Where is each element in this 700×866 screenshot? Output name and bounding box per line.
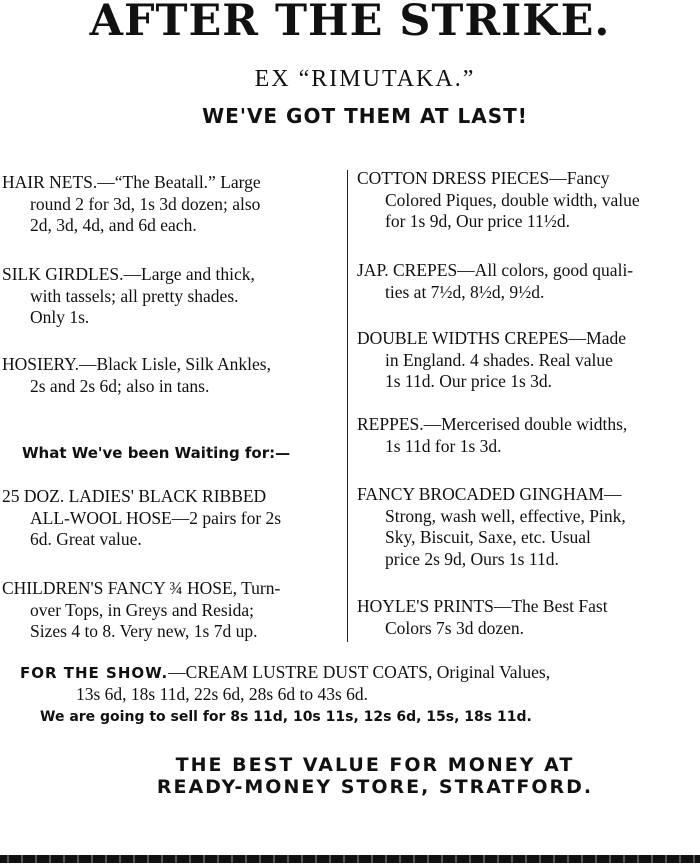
ad-item-hosiery	[2, 354, 340, 397]
item-line: Colors 7s 3d dozen.	[385, 617, 525, 638]
ship-line: EX “RIMUTAKA.”	[254, 66, 476, 92]
ad-item-hair-nets	[2, 172, 340, 237]
ad-item-silk-girdles	[2, 264, 340, 329]
item-line: in England. 4 shades. Real value	[385, 349, 613, 370]
ad-item-childrens-hose	[2, 578, 340, 643]
item-line: for 1s 9d, Our price 11½d.	[385, 211, 571, 231]
bottom-rule	[0, 855, 700, 863]
item-line: 25 DOZ. LADIES' BLACK RIBBED	[2, 486, 267, 506]
footer-line-2: READY-MONEY STORE, STRATFORD.	[156, 776, 594, 798]
item-line: HAIR NETS.—“The Beatall.” Large	[2, 172, 261, 192]
item-line: Sky, Biscuit, Saxe, etc. Usual	[385, 527, 591, 547]
item-line: SILK GIRDLES.—Large and thick,	[2, 264, 255, 284]
item-line: Only 1s.	[30, 307, 90, 327]
footer-line-1: THE BEST VALUE FOR MONEY AT	[175, 754, 575, 776]
ad-item-hoyles-prints	[357, 596, 700, 639]
item-line: JAP. CREPES—All colors, good quali-	[357, 260, 634, 280]
column-divider	[347, 170, 348, 642]
item-line: over Tops, in Greys and Resida;	[30, 599, 254, 620]
ad-item-ladies-hose	[2, 486, 340, 551]
ad-item-brocaded-gingham	[357, 484, 700, 570]
item-line: price 2s 9d, Ours 1s 11d.	[385, 548, 559, 569]
item-line: 6d. Great value.	[30, 529, 142, 549]
show-sale-prices: We are going to sell for 8s 11d, 10s 11s, 12s 6d, 15s, 18s 11d.	[40, 709, 532, 725]
waiting-heading: What We've been Waiting for:—	[22, 444, 291, 462]
headline: AFTER THE STRIKE.	[89, 0, 611, 46]
show-label: FOR THE SHOW.	[20, 664, 169, 682]
subheadline: WE'VE GOT THEM AT LAST!	[202, 104, 528, 128]
item-line: ALL-WOOL HOSE—2 pairs for 2s	[30, 507, 282, 528]
item-line: REPPES.—Mercerised double widths,	[357, 414, 628, 434]
item-line: DOUBLE WIDTHS CREPES—Made	[357, 328, 626, 348]
item-line: round 2 for 3d, 1s 3d dozen; also	[30, 193, 261, 214]
item-line: HOSIERY.—Black Lisle, Silk Ankles,	[2, 354, 271, 374]
ad-item-double-width-crepes	[357, 328, 700, 393]
ad-item-cotton-dress-pieces	[357, 168, 700, 233]
item-line: with tassels; all pretty shades.	[30, 285, 239, 306]
ad-item-reppes	[357, 414, 700, 457]
item-line: Sizes 4 to 8. Very new, 1s 7d up.	[30, 621, 258, 641]
item-line: 2d, 3d, 4d, and 6d each.	[30, 215, 197, 235]
item-line: CHILDREN'S FANCY ¾ HOSE, Turn-	[2, 578, 281, 598]
ad-item-jap-crepes	[357, 260, 700, 303]
show-line: —CREAM LUSTRE DUST COATS, Original Values,	[168, 662, 551, 682]
item-line: FANCY BROCADED GINGHAM—	[357, 484, 622, 504]
item-line: ties at 7½d, 8½d, 9½d.	[385, 281, 545, 302]
item-line: Strong, wash well, effective, Pink,	[385, 505, 626, 526]
item-line: COTTON DRESS PIECES—Fancy	[357, 168, 610, 188]
item-line: 1s 11d for 1s 3d.	[385, 435, 502, 456]
item-line: 1s 11d. Our price 1s 3d.	[385, 371, 553, 391]
show-prices: 13s 6d, 18s 11d, 22s 6d, 28s 6d to 43s 6d.	[76, 684, 369, 704]
item-line: HOYLE'S PRINTS—The Best Fast	[357, 596, 608, 616]
show-section	[20, 662, 698, 728]
item-line: 2s and 2s 6d; also in tans.	[30, 375, 210, 396]
item-line: Colored Piques, double width, value	[385, 189, 640, 210]
